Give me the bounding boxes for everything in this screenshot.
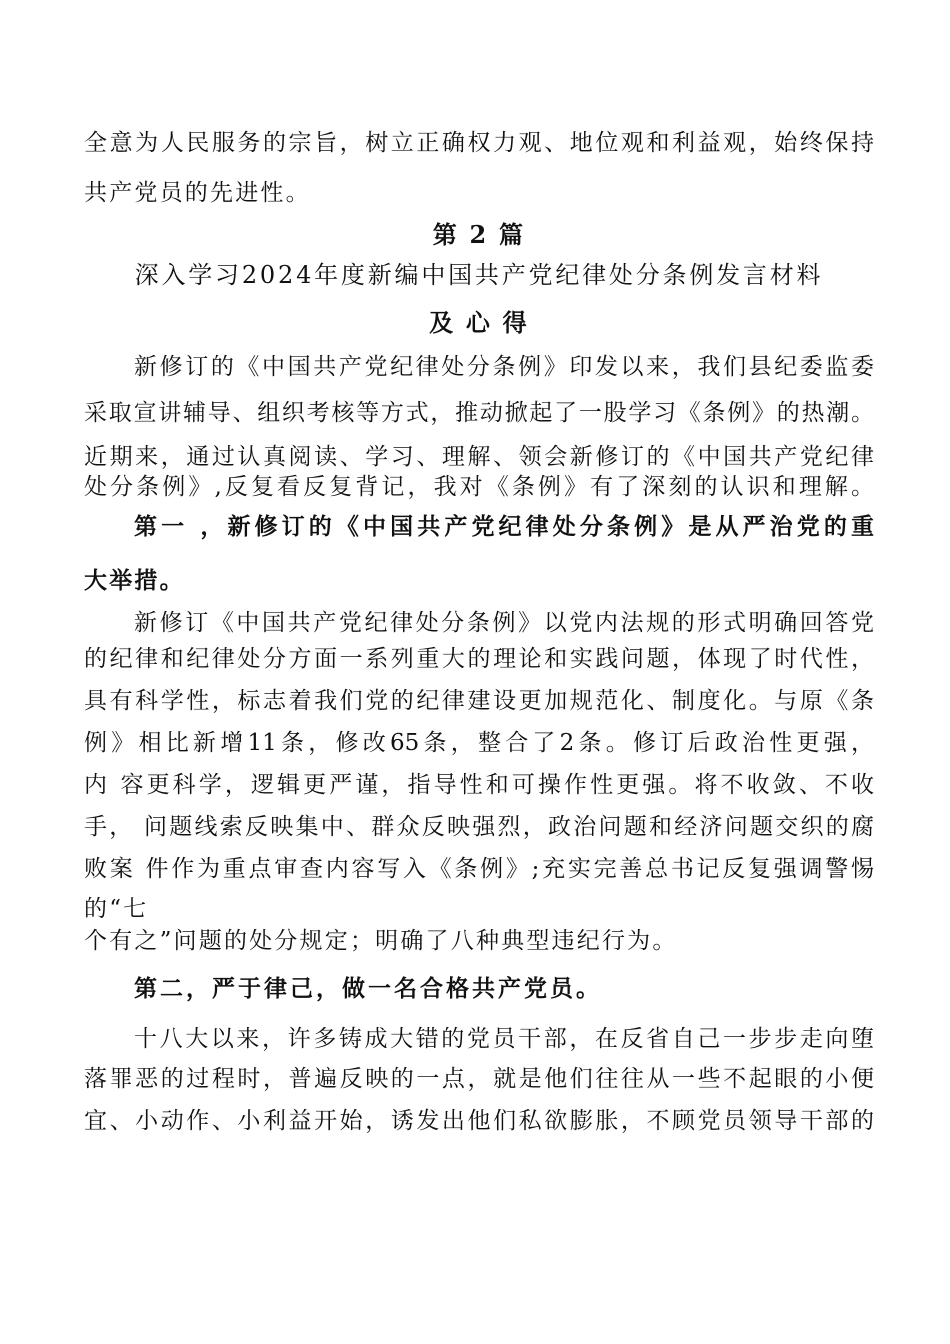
article-label: 第 2 篇 [432, 220, 526, 249]
heading1-line-1: 第一 ，新修订的《中国共产党纪律处分条例》是从严治党的重 [134, 513, 874, 540]
para2-line-7: 败案 件作为重点审查内容写入《条例》;充实完善总书记反复强调警惕 [84, 856, 874, 882]
para3-line-1: 十八大以来，许多铸成大错的党员干部，在反省自己一步步走向堕 [134, 1026, 874, 1052]
para1-line-2: 采取宣讲辅导、组织考核等方式，推动掀起了一股学习《条例》的热潮。 [84, 400, 874, 426]
para1-line-3: 近期来，通过认真阅读、学习、理解、领会新修订的《中国共产党纪律 [84, 444, 874, 470]
intro-line-2: 共产党员的先进性。 [84, 180, 311, 206]
para2-line-2: 的纪律和纪律处分方面一系列重大的理论和实践问题，体现了时代性， [84, 646, 874, 672]
para1-line-4: 处分条例》,反复看反复背记，我对《条例》有了深刻的认识和理解。 [84, 474, 874, 500]
para1-line-1: 新修订的《中国共产党纪律处分条例》印发以来，我们县纪委监委 [134, 354, 874, 380]
para2-line-3: 具有科学性，标志着我们党的纪律建设更加规范化、制度化。与原《条 [84, 688, 874, 714]
para3-line-3: 宜、小动作、小利益开始，诱发出他们私欲膨胀，不顾党员领导干部的 [84, 1108, 874, 1134]
article-title-line-1: 深入学习2024年度新编中国共产党纪律处分条例发言材料 [134, 261, 824, 289]
para3-line-2: 落罪恶的过程时，普遍反映的一点，就是他们往往从一些不起眼的小便 [84, 1066, 874, 1092]
para2-line-9: 个有之”问题的处分规定；明确了八种典型违纪行为。 [84, 928, 678, 954]
para2-line-4: 例》相比新增11条，修改65条，整合了2条。修订后政治性更强， [84, 730, 874, 756]
article-title-line-2: 及 心 得 [429, 308, 529, 337]
para2-line-6: 手， 问题线索反映集中、群众反映强烈，政治问题和经济问题交织的腐 [84, 814, 874, 840]
para2-line-5: 内 容更科学，逻辑更严谨，指导性和可操作性更强。将不收敛、不收 [84, 772, 874, 798]
heading1-line-2: 大举措。 [84, 567, 185, 594]
para2-line-1: 新修订《中国共产党纪律处分条例》以党内法规的形式明确回答党 [134, 610, 874, 636]
intro-line-1: 全意为人民服务的宗旨，树立正确权力观、地位观和利益观，始终保持 [84, 130, 874, 156]
heading2: 第二，严于律己，做一名合格共产党员。 [134, 975, 602, 1002]
para2-line-8: 的“七 [84, 896, 149, 922]
